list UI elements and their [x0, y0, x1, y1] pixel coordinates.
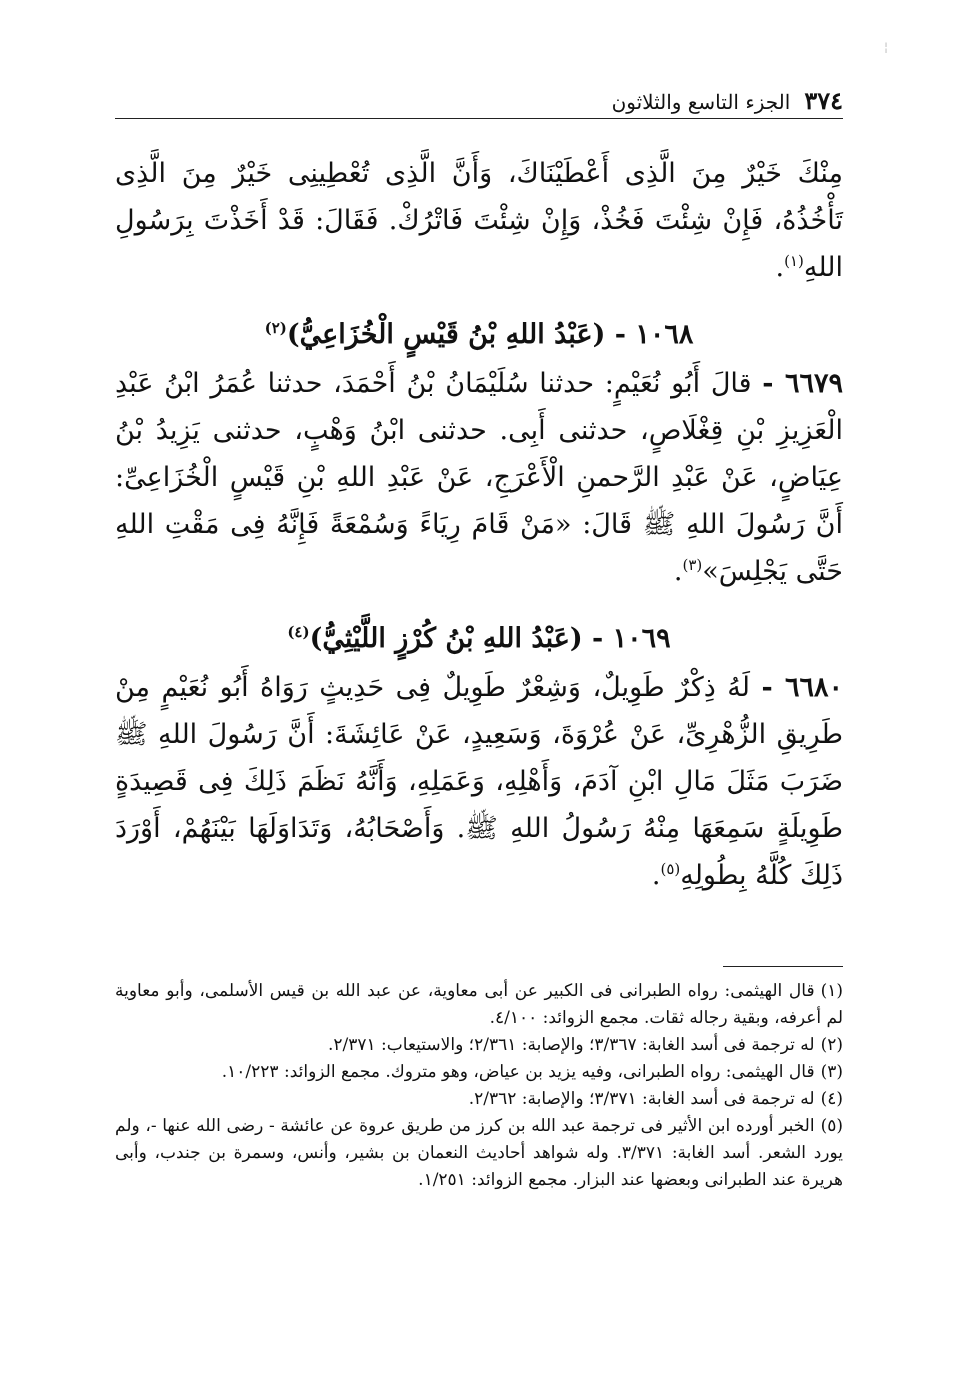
- footnote-ref: (٢): [264, 319, 287, 337]
- hadith-text: لَهُ ذِكْرٌ طَوِيلٌ، وَشِعْرٌ طَوِيلٌ فِى حَدِيثٍ رَوَاهُ أَبُو نُعَيْمٍ مِنْ طَرِيقِ الزُّهْرِىِّ، عَنْ عُرْوَةَ، وَسَعِيدٍ، عَنْ عَائِشَةَ: أَنَّ رَسُولَ اللهِ ﷺ ضَرَبَ مَثَلَ مَالِ ابْنِ آدَمَ، وَأَهْلِهِ، وَعَمَلِهِ، وَأَنَّهُ نَظَمَ ذَلِكَ فِى قَصِيدَةٍ طَوِيلَةٍ سَمِعَهَا مِنْهُ رَسُولُ اللهِ ﷺ. وَأَصْحَابُهُ، وَتَدَاوَلَهَا بَيْنَهُمْ، أَوْرَدَ ذَلِكَ كُلَّهُ بِطُولِهِ: [115, 672, 843, 891]
- footnote: [115, 1032, 843, 1059]
- entry-heading-text: ١٠٦٨ - (عَبْدُ اللهِ بْنُ قَيْسٍ الْخُزَاعِيُّ): [286, 319, 694, 350]
- footnote-label: (٣): [820, 1062, 843, 1082]
- continuation-text: مِنْكَ خَيْرٌ مِنَ الَّذِى أَعْطَيْنَاكَ، وَأَنَّ الَّذِى تُعْطِينِى خَيْرٌ مِنَ الَّذِى تَأْخُذُهُ، فَإِنْ شِئْتَ فَخُذْ، وَإِنْ شِئْتَ فَاتْرُكْ. فَقَالَ: قَدْ أَخَذْتَ بِرَسُولِ اللهِ: [115, 158, 843, 283]
- footnote-rule: [723, 966, 843, 967]
- footnote: [115, 1086, 843, 1113]
- footnote: [115, 1113, 843, 1194]
- continuation-paragraph: مِنْكَ خَيْرٌ مِنَ الَّذِى أَعْطَيْنَاكَ، وَأَنَّ الَّذِى تُعْطِينِى خَيْرٌ مِنَ الَّذِى تَأْخُذُهُ، فَإِنْ شِئْتَ فَخُذْ، وَإِنْ شِئْتَ فَاتْرُكْ. فَقَالَ: قَدْ أَخَذْتَ بِرَسُولِ اللهِ$^{(١)}$.: [115, 158, 843, 283]
- entry-heading: [115, 311, 843, 358]
- hadith-text: قالَ أَبُو نُعَيْمٍ: حدثنا سُلَيْمَانُ بْنُ أَحْمَدَ، حدثنا عُمَرُ ابْنُ عَبْدِ الْعَزِيزِ بْنِ قِغْلَاصٍ، حدثنى أَبِى. حدثنى ابْنُ وَهْبٍ، حدثنى يَزِيدُ بْنُ عِيَاضٍ، عَنْ عَبْدِ الرَّحمنِ الْأَعْرَجِ، عَنْ عَبْدِ اللهِ بْنِ قَيْسٍ الْخُزَاعِىِّ: أَنَّ رَسُولَ اللهِ ﷺ قَالَ: «مَنْ قَامَ رِيَاءً وَسُمْعَةً فَإِنَّهُ فِى مَقْتِ اللهِ حَتَّى يَجْلِسَ»: [115, 368, 843, 587]
- hadith-paragraph: ٦٦٧٩ - قالَ أَبُو نُعَيْمٍ: حدثنا سُلَيْمَانُ بْنُ أَحْمَدَ، حدثنا عُمَرُ ابْنُ عَبْدِ الْعَزِيزِ بْنِ قِغْلَاصٍ، حدثنى أَبِى. حدثنى ابْنُ وَهْبٍ، حدثنى يَزِيدُ بْنُ عِيَاضٍ، عَنْ عَبْدِ الرَّحمنِ الْأَعْرَجِ، عَنْ عَبْدِ اللهِ بْنِ قَيْسٍ الْخُزَاعِىِّ: أَنَّ رَسُولَ اللهِ ﷺ قَالَ: «مَنْ قَامَ رِيَاءً وَسُمْعَةً فَإِنَّهُ فِى مَقْتِ اللهِ حَتَّى يَجْلِسَ»$^{(٣)}$.: [115, 368, 843, 587]
- footnote-text: له ترجمة فى أسد الغابة: ٣/٣٧١؛ والإصابة: ٢/٣٦٢.: [468, 1089, 815, 1109]
- footnote-label: (٢): [820, 1035, 843, 1055]
- entry-heading: [115, 615, 843, 662]
- hadith-number: ٦٦٨٠ -: [761, 672, 843, 703]
- footnote: [115, 1059, 843, 1086]
- hadith-paragraph: ٦٦٨٠ - لَهُ ذِكْرٌ طَوِيلٌ، وَشِعْرٌ طَوِيلٌ فِى حَدِيثٍ رَوَاهُ أَبُو نُعَيْمٍ مِنْ طَرِيقِ الزُّهْرِىِّ، عَنْ عُرْوَةَ، وَسَعِيدٍ، عَنْ عَائِشَةَ: أَنَّ رَسُولَ اللهِ ﷺ ضَرَبَ مَثَلَ مَالِ ابْنِ آدَمَ، وَأَهْلِهِ، وَعَمَلِهِ، وَأَنَّهُ نَظَمَ ذَلِكَ فِى قَصِيدَةٍ طَوِيلَةٍ سَمِعَهَا مِنْهُ رَسُولُ اللهِ ﷺ. وَأَصْحَابُهُ، وَتَدَاوَلَهَا بَيْنَهُمْ، أَوْرَدَ ذَلِكَ كُلَّهُ بِطُولِهِ$^{(٥)}$.: [115, 672, 843, 891]
- footnote-text: له ترجمة فى أسد الغابة: ٣/٣٦٧؛ والإصابة: ٢/٣٦١؛ والاستيعاب: ٢/٣٧١.: [327, 1035, 815, 1055]
- footnote-text: قال الهيثمى: رواه الطبرانى، وفيه يزيد بن عياض، وهو متروك. مجمع الزوائد: ١٠/٢٢٣.: [221, 1062, 815, 1082]
- footnote-text: قال الهيثمى: رواه الطبرانى فى الكبير عن أبى معاوية، عن عبد الله بن قيس الأسلمى، وأبو معاوية لم أعرفه، وبقية رجاله ثقات. مجمع الزوائد: ٤/١٠٠.: [115, 981, 843, 1028]
- page-number: ٣٧٤: [804, 86, 843, 115]
- running-title: الجزء التاسع والثلاثون: [611, 90, 791, 114]
- footnotes: [115, 978, 843, 1194]
- footnote-label: (٤): [820, 1089, 843, 1109]
- running-head: [115, 86, 843, 116]
- footnote-ref: (٥): [660, 860, 681, 878]
- entry-heading-text: ١٠٦٩ - (عَبْدُ اللهِ بْنُ كُرْزٍ اللَّيْثِيُّ): [309, 623, 671, 654]
- margin-mark: ¦: [884, 40, 889, 54]
- footnote-ref: (٤): [287, 623, 310, 641]
- footnote-text: الخبر أورده ابن الأثير فى ترجمة عبد الله بن كرز من طريق عروة عن عائشة - رضى الله عنها -، ولم يورد الشعر. أسد الغابة: ٣/٣٧١. وله شواهد أحاديث النعمان بن بشير، وأنس، وسمرة بن جندب، وأبى هريرة عند الطبرانى وبعضها عند البزار. مجمع الزوائد: ١/٢٥١.: [115, 1116, 844, 1190]
- footnote-label: (١): [820, 981, 843, 1001]
- footnote: [115, 978, 843, 1032]
- footnote-ref: (١): [784, 252, 804, 270]
- header-rule: [115, 118, 843, 119]
- footnote-label: (٥): [820, 1116, 843, 1136]
- book-page: [115, 0, 843, 1397]
- main-text: [115, 150, 843, 899]
- hadith-number: ٦٦٧٩ -: [762, 368, 843, 399]
- footnote-ref: (٣): [682, 556, 703, 574]
